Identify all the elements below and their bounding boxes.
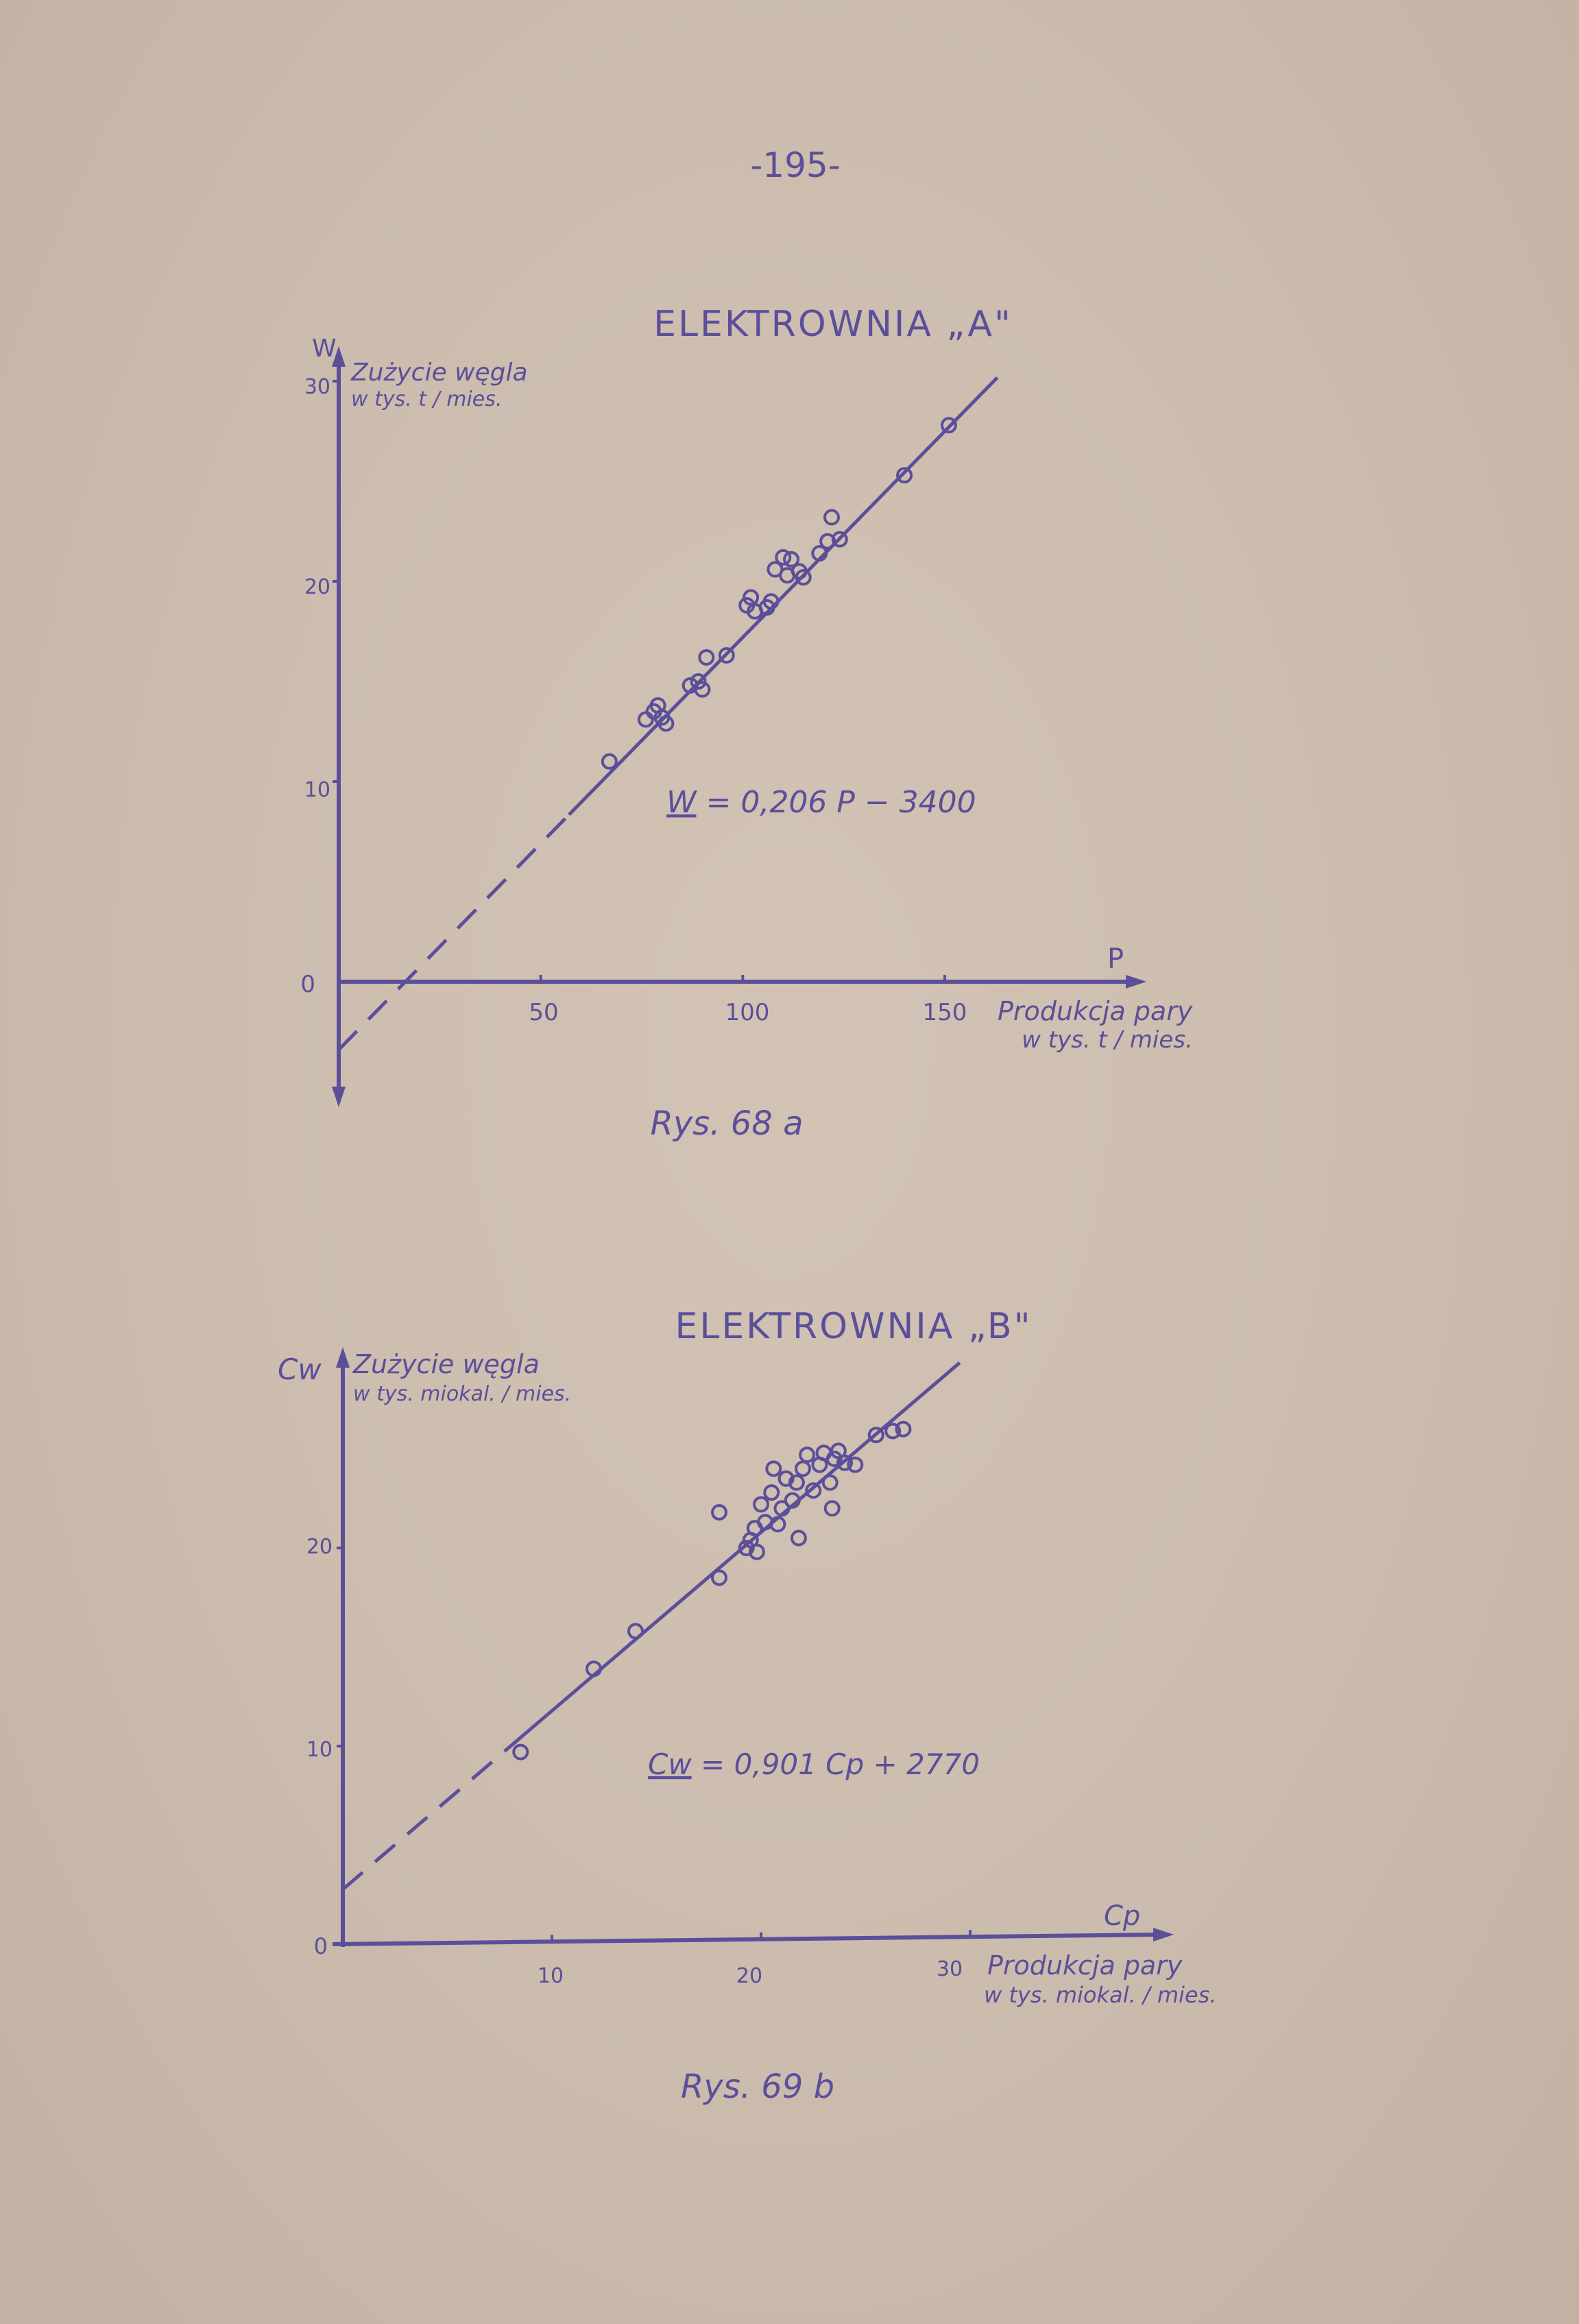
chart-a-x-label-line2: w tys. t / mies. bbox=[1022, 1026, 1193, 1054]
chart-b-x-tick-label-30: 30 bbox=[936, 1957, 963, 1981]
chart-b-data-point bbox=[823, 1476, 837, 1490]
chart-b-caption: Rys. 69 b bbox=[680, 2068, 835, 2106]
chart-a-y-symbol: W bbox=[312, 335, 337, 363]
chart-b-data-point bbox=[754, 1497, 768, 1511]
chart-b-x-symbol: Cp bbox=[1104, 1900, 1141, 1932]
chart-b-regression-extrapolated bbox=[343, 1738, 520, 1889]
chart-b-data-point bbox=[514, 1745, 527, 1759]
chart-a bbox=[300, 304, 1192, 1143]
page-number: -195- bbox=[750, 145, 841, 185]
chart-a-title: ELEKTROWNIA „A" bbox=[653, 304, 1013, 345]
chart-b-data-point bbox=[825, 1501, 839, 1515]
chart-a-data-point bbox=[639, 712, 653, 726]
chart-a-data-point bbox=[699, 651, 713, 664]
chart-b-equation-symbol: Cw bbox=[648, 1747, 692, 1781]
chart-b-data-point bbox=[629, 1624, 642, 1638]
chart-a-x-label-line1: Produkcja pary bbox=[998, 996, 1193, 1026]
chart-b-x-tick-label-20: 20 bbox=[736, 1964, 763, 1988]
chart-a-y-tick-label-20: 20 bbox=[304, 575, 330, 599]
chart-a-y-label-line2: w tys. t / mies. bbox=[351, 387, 503, 411]
chart-a-y-tick-label-30: 30 bbox=[304, 375, 330, 399]
chart-b-x-tick-label-10: 10 bbox=[537, 1964, 564, 1988]
chart-b-y-label-line1: Zużycie węgla bbox=[353, 1349, 540, 1379]
chart-b-equation-rest: = 0,901 Cp + 2770 bbox=[691, 1747, 980, 1781]
chart-a-x-tick-label-50: 50 bbox=[529, 999, 559, 1026]
chart-b-y-label-line2: w tys. miokal. / mies. bbox=[353, 1382, 572, 1406]
chart-b-data-point bbox=[712, 1571, 726, 1584]
chart-b-y-tick-label-10: 10 bbox=[306, 1738, 333, 1762]
chart-b-data-point bbox=[767, 1462, 780, 1475]
chart-a-y-tick-label-10: 10 bbox=[304, 778, 330, 802]
chart-a-equation-symbol: W bbox=[666, 785, 697, 820]
chart-b-x-label-line1: Produkcja pary bbox=[987, 1950, 1183, 1981]
chart-a-y-tick-label-0: 0 bbox=[300, 971, 315, 998]
chart-a-data-point bbox=[603, 755, 616, 768]
chart-b-data-point bbox=[712, 1505, 726, 1519]
chart-a-equation bbox=[666, 785, 976, 820]
chart-b-x-axis bbox=[333, 1935, 1159, 1944]
chart-a-x-symbol: P bbox=[1107, 943, 1124, 975]
chart-b-data-point bbox=[796, 1462, 810, 1475]
chart-b-data-point bbox=[792, 1532, 806, 1545]
chart-b-equation bbox=[648, 1747, 980, 1781]
chart-a-marks bbox=[333, 378, 998, 1050]
chart-a-y-axis-arrow-down bbox=[332, 1087, 346, 1107]
chart-a-data-point bbox=[825, 511, 839, 524]
chart-b-title: ELEKTROWNIA „B" bbox=[675, 1306, 1033, 1347]
chart-a-regression-line bbox=[569, 378, 998, 815]
chart-a-x-tick-label-100: 100 bbox=[725, 999, 770, 1026]
chart-a-x-axis-arrow bbox=[1126, 975, 1146, 989]
chart-a-equation-rest: = 0,206 P − 3400 bbox=[696, 785, 976, 820]
chart-b-x-axis-arrow bbox=[1153, 1928, 1174, 1941]
chart-a-x-tick-label-150: 150 bbox=[922, 999, 967, 1026]
chart-b-y-tick-label-20: 20 bbox=[306, 1535, 333, 1559]
chart-b-y-axis-arrow-up bbox=[336, 1347, 350, 1368]
chart-b-data-point bbox=[800, 1448, 814, 1462]
chart-b-y-tick-label-0: 0 bbox=[313, 1933, 328, 1959]
chart-a-y-label-line1: Zużycie węgla bbox=[351, 359, 528, 387]
chart-b-marks bbox=[337, 1363, 970, 1943]
chart-b-y-symbol: Cw bbox=[278, 1353, 322, 1386]
chart-b bbox=[278, 1306, 1216, 2106]
chart-b-x-label-line2: w tys. miokal. / mies. bbox=[984, 1982, 1217, 2008]
chart-a-caption: Rys. 68 a bbox=[650, 1104, 804, 1143]
chart-b-data-point bbox=[764, 1486, 778, 1499]
